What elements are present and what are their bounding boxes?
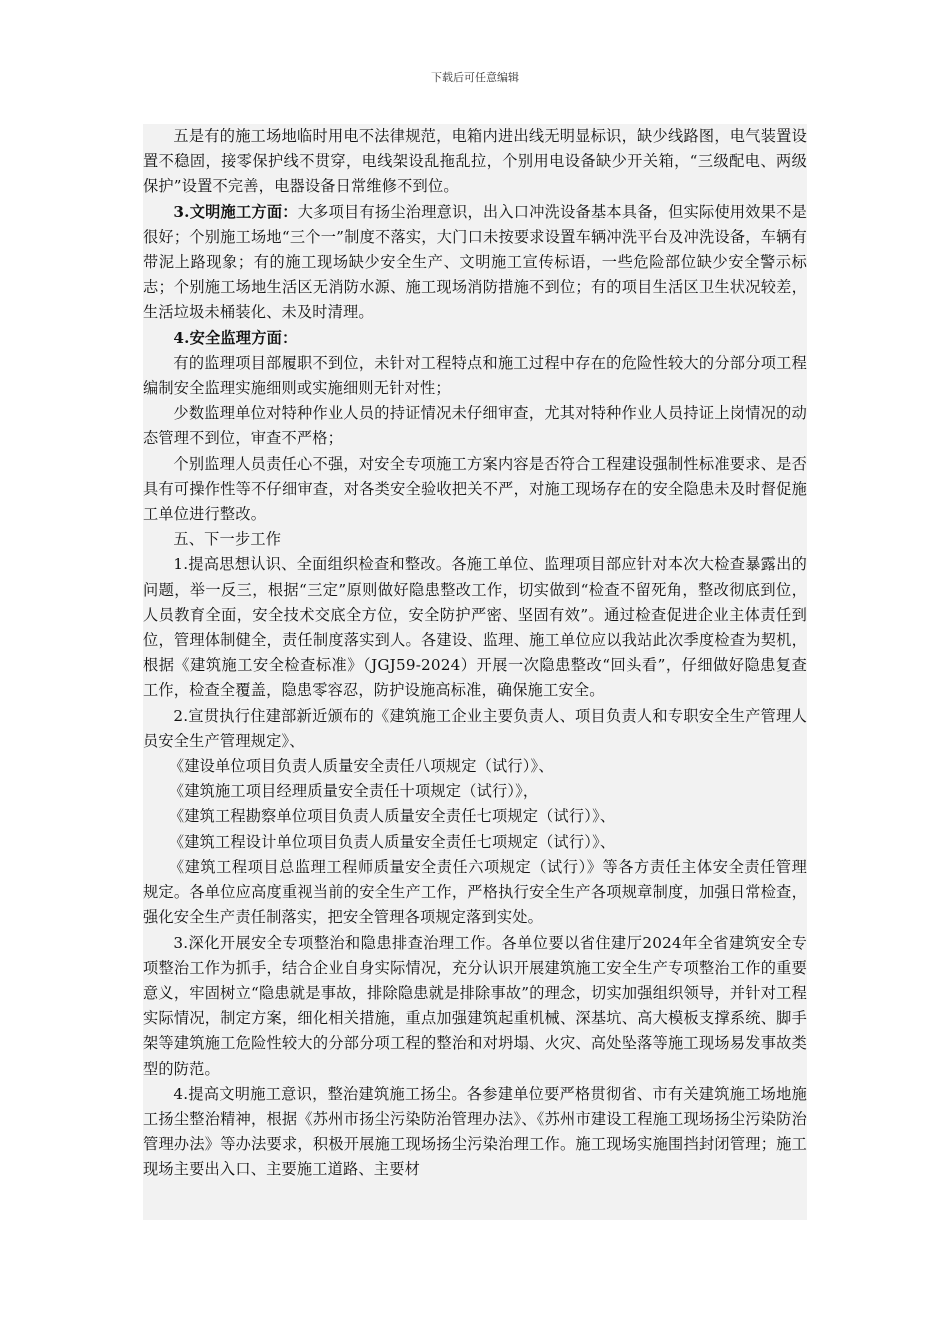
paragraph: 2.宣贯执行住建部新近颁布的《建筑施工企业主要负责人、项目负责人和专职安全生产管理人员安全生产管理规定》、 — [143, 706, 807, 750]
section-heading: 4.安全监理方面： — [173, 328, 298, 347]
paragraph: 个别监理人员责任心不强，对安全专项施工方案内容是否符合工程建设强制性标准要求、是否具有可操作性等不仔细审查，对各类安全验收把关不严，对施工现场存在的安全隐患未及时督促施工单位进行整改。 — [143, 454, 807, 524]
paragraph: 1.提高思想认识、全面组织检查和整改。各施工单位、监理项目部应针对本次大检查暴露出的问题，举一反三，根据“三定”原则做好隐患整改工作，切实做到“检查不留死角，整改彻底到位，人员教育全面，安全技术交底全方位，安全防护严密、坚固有效”。通过检查促进企业主体责任到位，管理体制健全，责任制度落实到人。各建设、监理、施工单位应以我站此次季度检查为契机，根据《建筑施工安全检查标准》（JGJ59-2024）开展一次隐患整改“回头看”，仔细做好隐患复查工作，检查全覆盖，隐患零容忍，防护设施高标准，确保施工安全。 — [143, 555, 807, 700]
body-text — [143, 124, 807, 1220]
regulation-item: 《建筑工程项目总监理工程师质量安全责任六项规定（试行）》等各方责任主体安全责任管理规定。各单位应高度重视当前的安全生产工作，严格执行安全生产各项规章制度，加强日常检查，强化安全生产责任制落实，把安全管理各项规定落到实处。 — [143, 857, 807, 927]
paragraph: 有的监理项目部履职不到位，未针对工程特点和施工过程中存在的危险性较大的分部分项工程编制安全监理实施细则或实施细则无针对性； — [143, 353, 807, 398]
regulation-item: 《建筑施工项目经理质量安全责任十项规定（试行）》， — [168, 782, 539, 801]
section-title: 五、下一步工作 — [173, 530, 282, 549]
section-heading: 3.文明施工方面： — [173, 202, 298, 221]
page-header: 下载后可任意编辑 — [431, 71, 519, 84]
paragraph: 少数监理单位对特种作业人员的持证情况未仔细审查，尤其对特种作业人员持证上岗情况的动态管理不到位，审查不严格； — [143, 404, 807, 448]
paragraph: 五是有的施工场地临时用电不法律规范，电箱内进出线无明显标识，缺少线路图，电气装置设置不稳固，接零保护线不贯穿，电线架设乱拖乱拉，个别用电设备缺少开关箱，“三级配电、两级保护”设置不完善，电器设备日常维修不到位。 — [143, 127, 807, 196]
paragraph: 3.文明施工方面：大多项目有扬尘治理意识，出入口冲洗设备基本具备，但实际使用效果不是很好；个别施工场地“三个一”制度不落实，大门口未按要求设置车辆冲洗平台及冲洗设备，车辆有带泥上路现象；有的施工现场缺少安全生产、文明施工宣传标语，一些危险部位缺少安全警示标志；个别施工场地生活区无消防水源、施工现场消防措施不到位；有的项目生活区卫生状况较差，生活垃圾未桶装化、未及时清理。 — [143, 202, 807, 322]
regulation-item: 《建设单位项目负责人质量安全责任八项规定（试行）》、 — [168, 757, 554, 776]
regulation-item: 《建筑工程设计单位项目负责人质量安全责任七项规定（试行）》、 — [168, 832, 616, 851]
regulation-item: 《建筑工程勘察单位项目负责人质量安全责任七项规定（试行）》、 — [168, 807, 616, 826]
paragraph: 3.深化开展安全专项整治和隐患排查治理工作。各单位要以省住建厅2024年全省建筑安全专项整治工作为抓手，结合企业自身实际情况，充分认识开展建筑施工安全生产专项整治工作的重要意义，牢固树立“隐患就是事故，排除隐患就是排除事故”的理念，切实加强组织领导，并针对工程实际情况，制定方案，细化相关措施，重点加强建筑起重机械、深基坑、高大模板支撑系统、脚手架等建筑施工危险性较大的分部分项工程的整治和对坍塌、火灾、高处坠落等施工现场易发事故类型的防范。 — [143, 933, 807, 1078]
paragraph — [143, 326, 807, 351]
paragraph: 4.提高文明施工意识，整治建筑施工扬尘。各参建单位要严格贯彻省、市有关建筑施工场地施工扬尘整治精神，根据《苏州市扬尘污染防治管理办法》、《苏州市建设工程施工现场扬尘污染防治管理办法》等办法要求，积极开展施工现场扬尘污染治理工作。施工现场实施围挡封闭管理；施工现场主要出入口、主要施工道路、主要材 — [143, 1084, 807, 1179]
